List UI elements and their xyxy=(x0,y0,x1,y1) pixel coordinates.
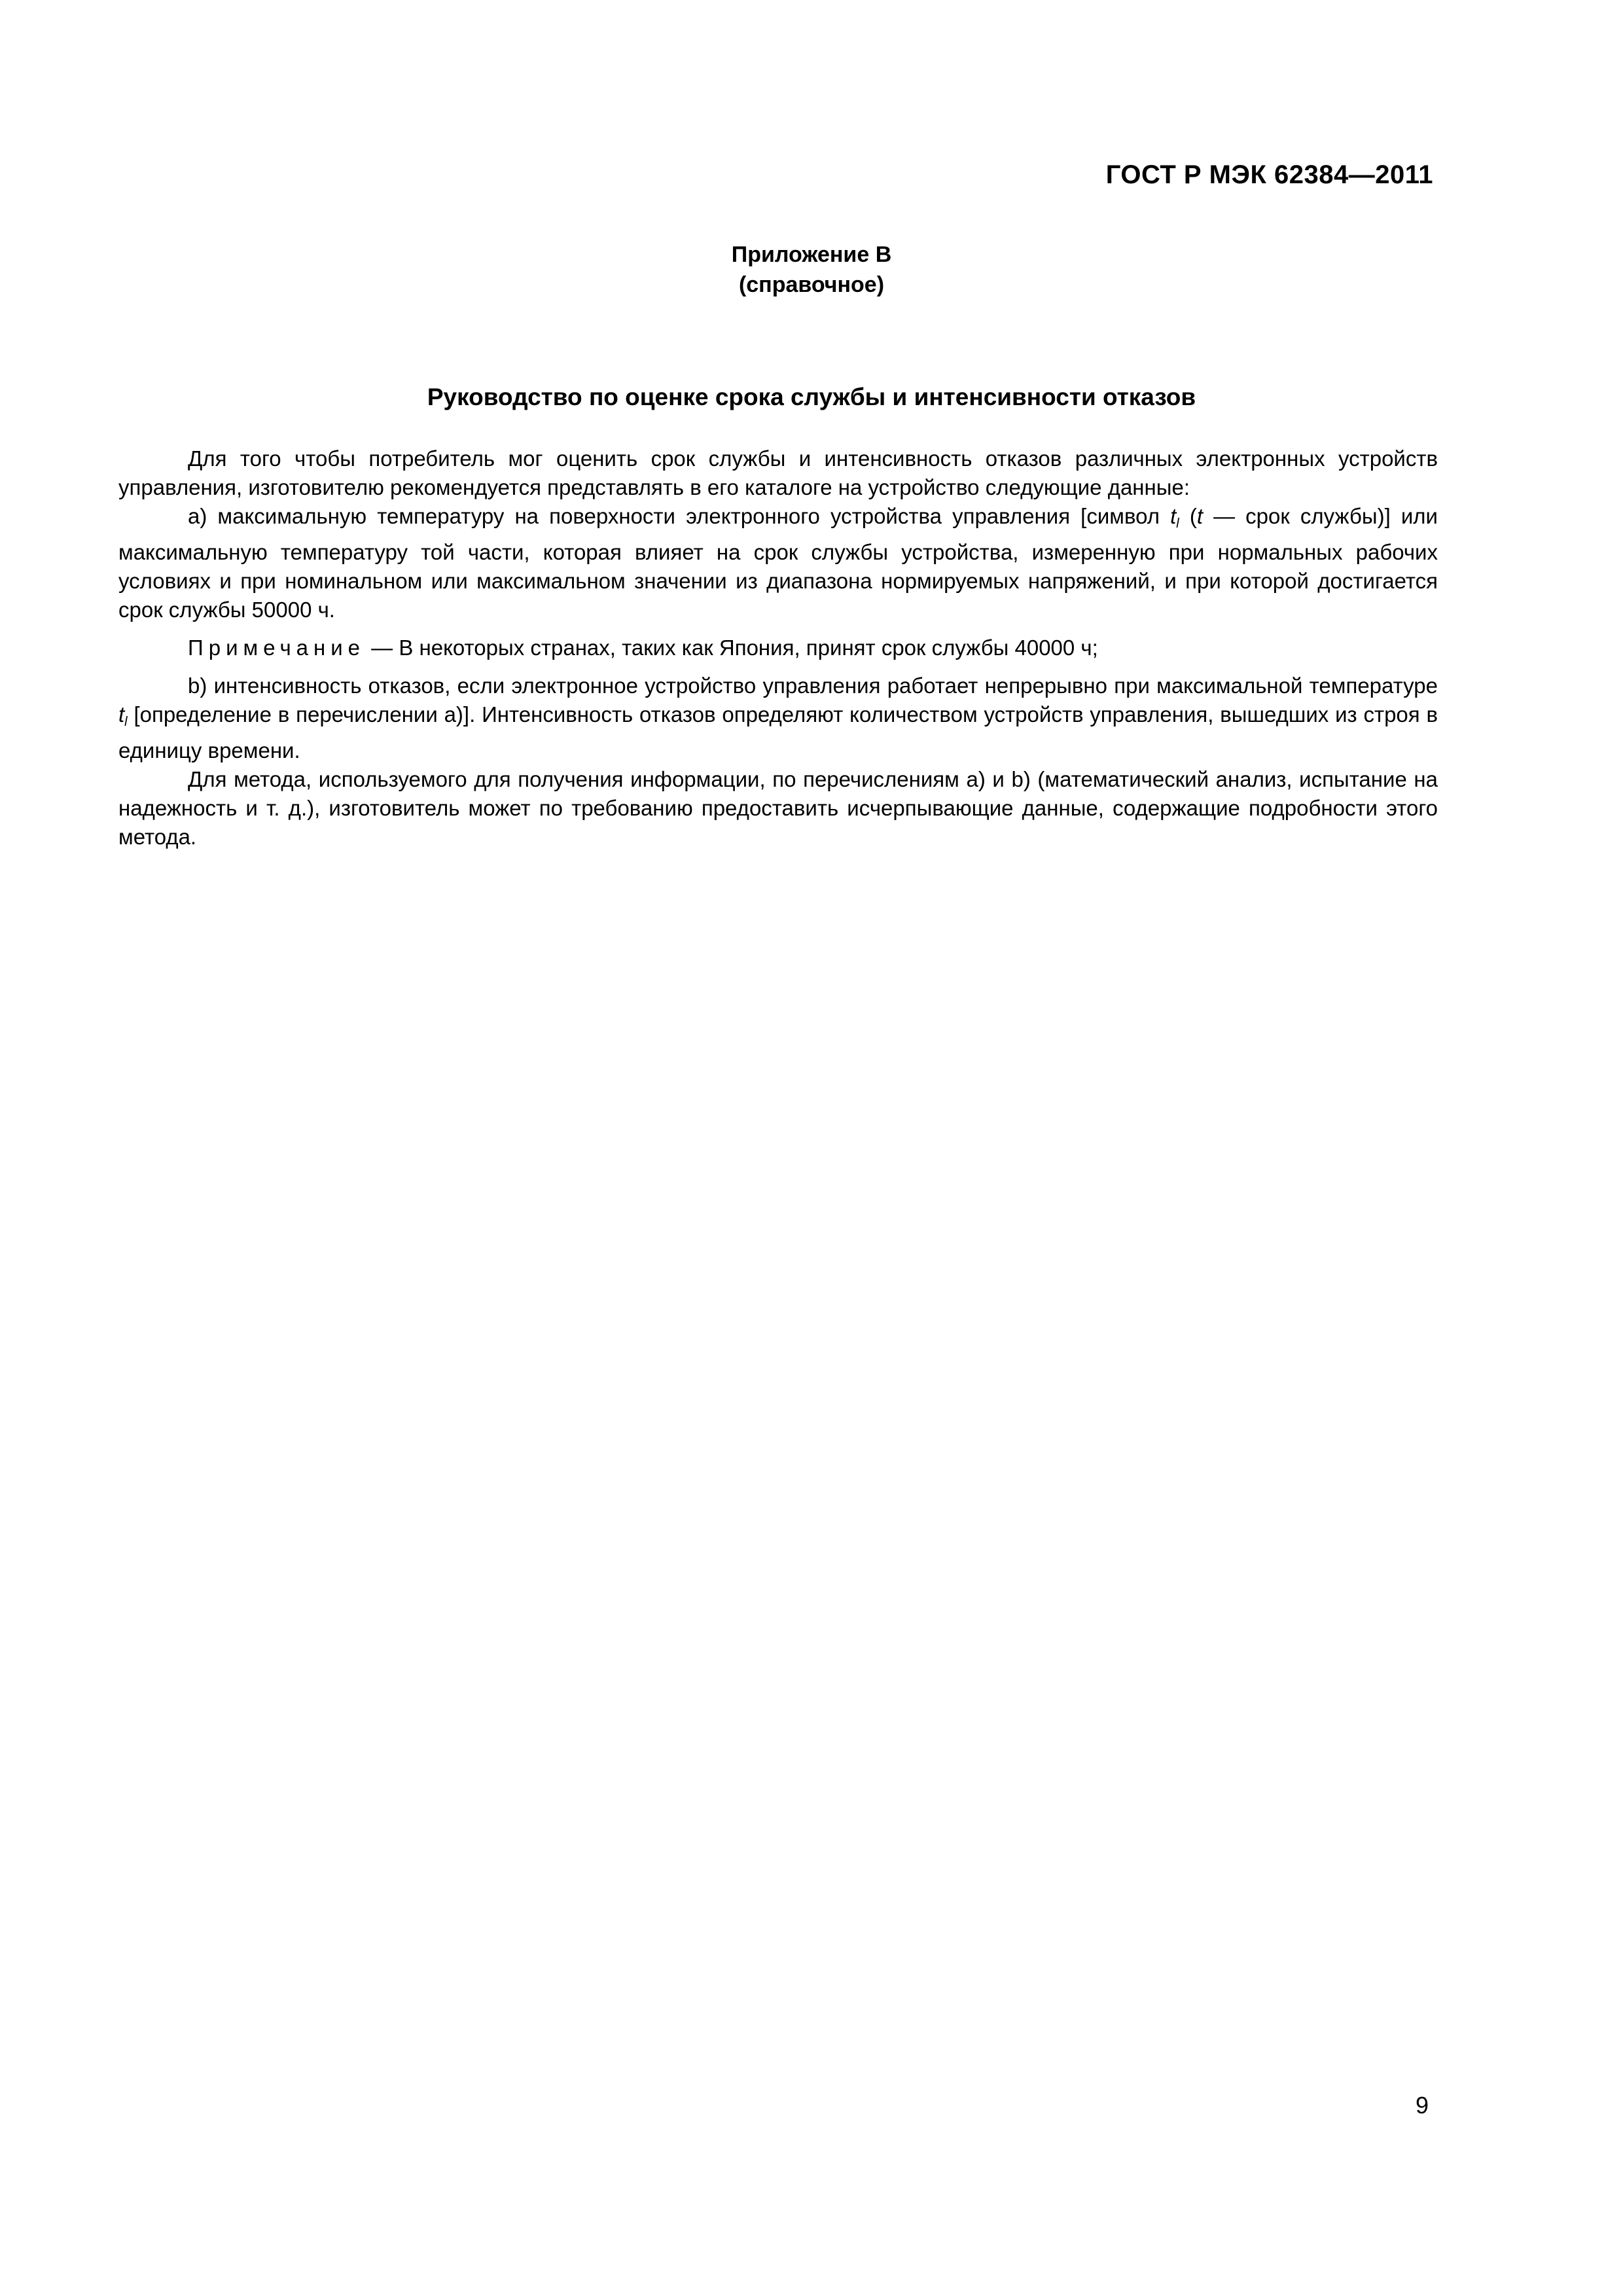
symbol-t-l: $t_l$ xyxy=(1170,504,1179,531)
note-label: Примечание xyxy=(188,636,366,660)
item-a-paragraph xyxy=(118,502,1438,624)
note-paragraph xyxy=(118,634,1438,662)
annex-label: Приложение В xyxy=(731,242,892,267)
annex-status: (справочное) xyxy=(738,272,885,297)
section-title: Руководство по оценке срока службы и интенсивности отказов xyxy=(427,384,1196,410)
item-b-text-1: b) интенсивность отказов, если электронное устройство управления работает непрерывно при максимальной температуре xyxy=(188,673,1438,698)
item-b-paragraph xyxy=(118,672,1438,765)
body-text xyxy=(118,444,1438,852)
symbol-t: t xyxy=(1196,504,1203,528)
method-paragraph: Для метода, используемого для получения информации, по перечислениям а) и b) (математический анализ, испытание на надежность и т. д.), изготовитель может по требованию предоставить исчерпывающие данные, содержащие подробности этого метода. xyxy=(118,767,1438,849)
symbol-t-l: $t_l$ xyxy=(118,702,128,729)
item-a-text-3: — срок службы)] или максимальную температуру той части, которая влияет на срок службы устройства, измеренную при нормальных рабочих условиях и при номинальном или максимальном значении из диапазона нормируемых напряжений, и при которой достигается срок службы 50000 ч. xyxy=(118,504,1438,622)
document-code: ГОСТ Р МЭК 62384—2011 xyxy=(1105,160,1433,189)
note-text: — В некоторых странах, таких как Япония, принят срок службы 40000 ч; xyxy=(365,636,1098,660)
intro-paragraph: Для того чтобы потребитель мог оценить срок службы и интенсивность отказов различных электронных устройств управления, изготовителю рекомендуется представлять в его каталоге на устройство следующие данные: xyxy=(118,446,1438,499)
item-b-text-2: [определение в перечислении а)]. Интенсивность отказов определяют количеством устройств управления, вышедших из строя в единицу времени. xyxy=(118,702,1438,762)
item-a-text-2: ( xyxy=(1179,504,1197,528)
item-a-text-1: а) максимальную температуру на поверхности электронного устройства управления [символ xyxy=(188,504,1171,528)
annex-heading xyxy=(0,240,1623,300)
page-number: 9 xyxy=(1416,2092,1429,2119)
